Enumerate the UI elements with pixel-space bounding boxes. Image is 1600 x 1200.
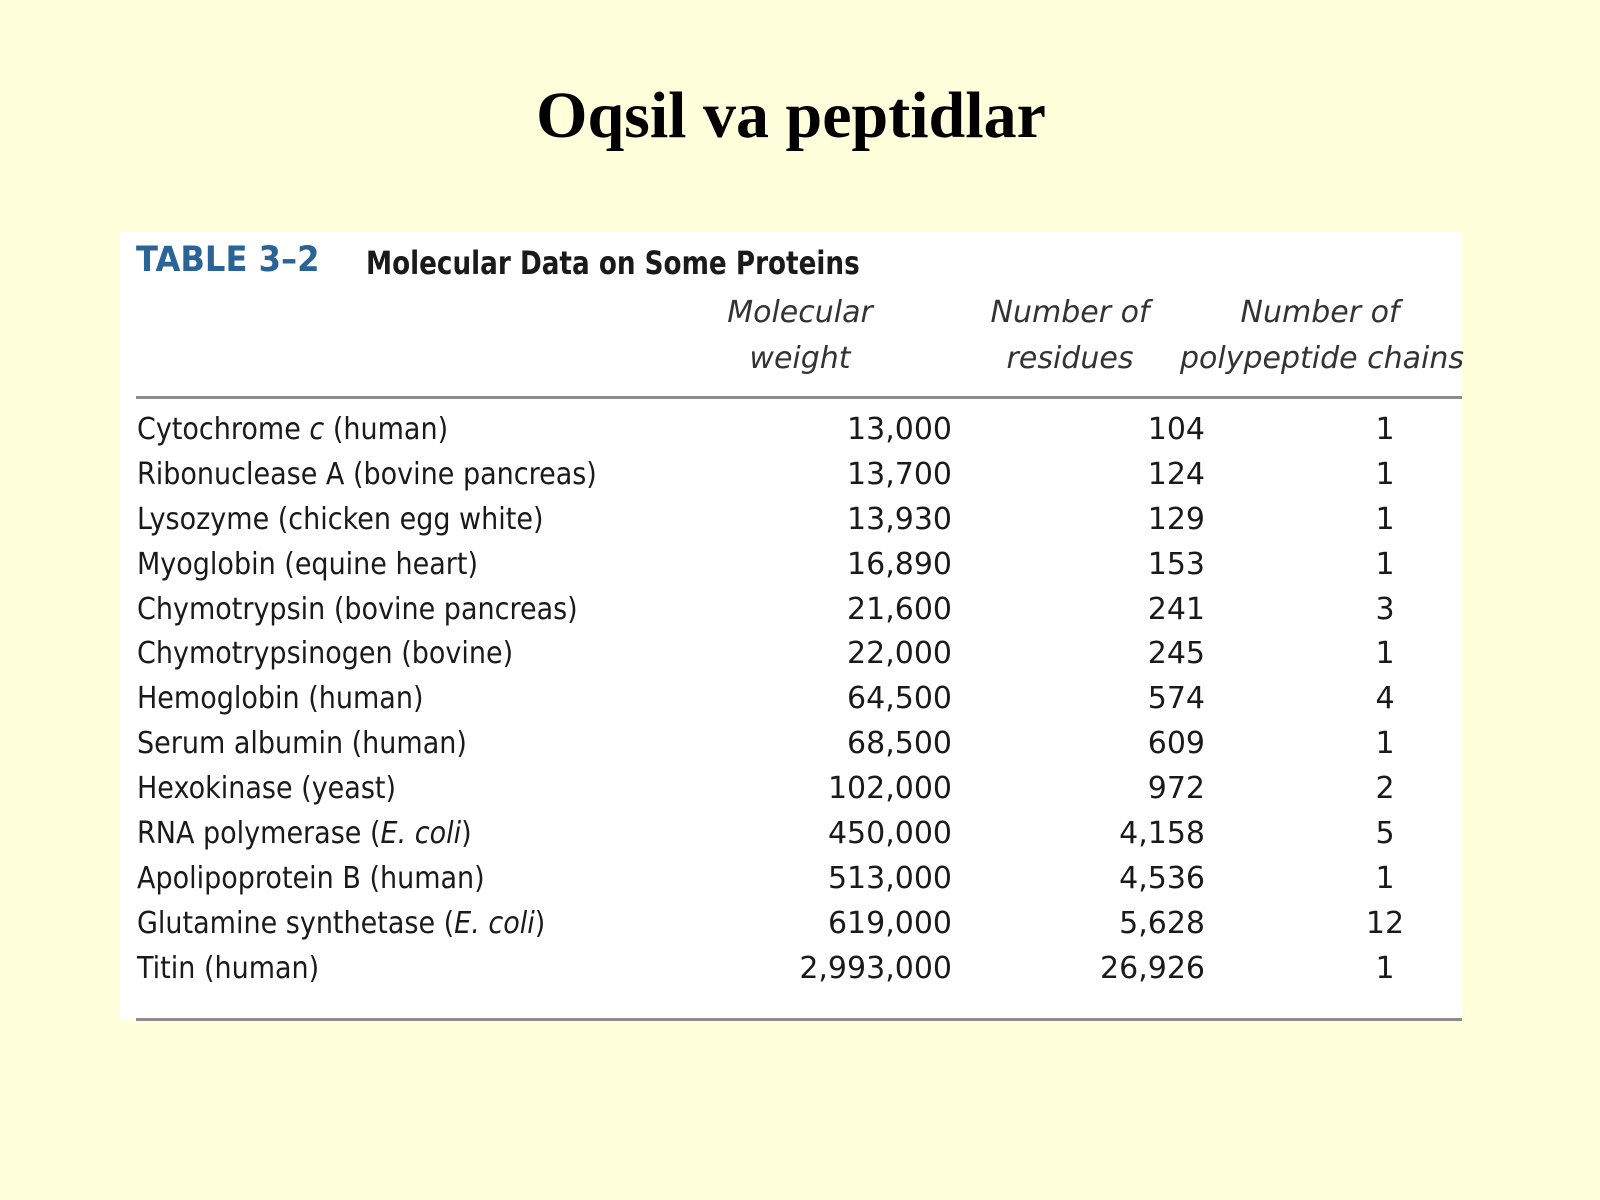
chains-cell: 1 — [1375, 546, 1395, 582]
molecular-weight-cell: 22,000 — [847, 636, 952, 672]
residues-cell: 609 — [1147, 726, 1205, 762]
protein-name-cell — [137, 767, 396, 811]
residues-cell: 4,536 — [1119, 860, 1205, 896]
protein-name-part: ) — [534, 905, 546, 941]
protein-name-cell — [137, 722, 467, 766]
chains-cell: 12 — [1365, 905, 1405, 941]
column-header-line: Number of — [990, 295, 1150, 330]
protein-name-cell — [137, 902, 545, 946]
protein-name-part: Glutamine synthetase ( — [137, 905, 455, 941]
protein-name-part: ) — [461, 816, 472, 852]
residues-cell: 129 — [1147, 501, 1205, 537]
molecular-weight-cell: 619,000 — [827, 905, 952, 941]
protein-name-part: Chymotrypsinogen (bovine) — [137, 636, 514, 672]
residues-cell: 4,158 — [1119, 816, 1205, 852]
protein-name-cell — [137, 453, 597, 497]
protein-name-cell — [137, 498, 543, 542]
chains-cell: 1 — [1375, 726, 1395, 762]
table-row — [120, 543, 1462, 588]
residues-cell: 26,926 — [1100, 950, 1205, 986]
chains-cell: 2 — [1375, 771, 1395, 807]
residues-cell: 574 — [1147, 681, 1205, 717]
table-label: TABLE 3–2 — [136, 240, 320, 280]
protein-name-cell — [137, 812, 472, 856]
table-row — [120, 902, 1462, 947]
molecular-weight-cell: 450,000 — [827, 816, 952, 852]
molecular-weight-cell: 13,000 — [847, 412, 952, 447]
protein-name-part: RNA polymerase ( — [137, 816, 381, 852]
table-row — [120, 453, 1462, 498]
table-row — [120, 498, 1462, 543]
chains-cell: 1 — [1375, 456, 1395, 492]
protein-name-part: Myoglobin (equine heart) — [137, 546, 478, 582]
table-row — [120, 722, 1462, 767]
slide-title: Oqsil va peptidlar — [536, 79, 1046, 152]
protein-name-cell — [137, 408, 448, 452]
protein-name-part: c — [309, 412, 325, 447]
protein-name-cell — [137, 857, 485, 901]
column-header-line: Number of — [1240, 295, 1400, 330]
column-header-residues — [940, 290, 1200, 382]
protein-name-part: E. coli — [380, 816, 462, 852]
chains-cell: 1 — [1375, 950, 1395, 986]
protein-name-cell — [137, 632, 513, 676]
chains-cell: 1 — [1375, 636, 1395, 672]
protein-name-part: Titin (human) — [137, 950, 320, 986]
molecular-weight-cell: 2,993,000 — [799, 950, 952, 986]
table-row — [120, 677, 1462, 722]
chains-cell: 1 — [1375, 860, 1395, 896]
residues-cell: 5,628 — [1119, 905, 1205, 941]
chains-cell: 1 — [1375, 412, 1395, 447]
residues-cell: 104 — [1147, 412, 1205, 447]
table-row — [120, 632, 1462, 677]
column-header-line: weight — [749, 341, 851, 376]
header-rule — [136, 396, 1462, 399]
table-caption — [136, 240, 860, 282]
residues-cell: 124 — [1147, 456, 1205, 492]
molecular-weight-cell: 16,890 — [847, 546, 952, 582]
molecular-weight-cell: 13,700 — [847, 456, 952, 492]
table-row — [120, 767, 1462, 812]
residues-cell: 153 — [1147, 546, 1205, 582]
protein-name-part: Hexokinase (yeast) — [137, 771, 397, 807]
protein-name-part: Apolipoprotein B (human) — [137, 860, 485, 896]
table-row — [120, 857, 1462, 902]
protein-table — [120, 232, 1465, 1020]
chains-cell: 3 — [1375, 591, 1395, 627]
molecular-weight-cell: 513,000 — [827, 860, 952, 896]
protein-name-cell — [137, 543, 478, 587]
protein-name-cell — [137, 588, 578, 632]
protein-name-part: (human) — [324, 412, 449, 447]
protein-name-part: Chymotrypsin (bovine pancreas) — [137, 591, 578, 627]
molecular-weight-cell: 13,930 — [847, 501, 952, 537]
column-header-line: Molecular — [727, 295, 873, 330]
column-header-chains — [1180, 290, 1465, 382]
chains-cell: 1 — [1375, 501, 1395, 537]
table-caption-text: Molecular Data on Some Proteins — [366, 244, 860, 282]
table-body — [120, 408, 1462, 992]
protein-name-part: E. coli — [454, 905, 535, 941]
protein-name-part: Lysozyme (chicken egg white) — [137, 501, 544, 537]
protein-name-part: Cytochrome — [137, 412, 310, 447]
protein-name-cell — [137, 677, 423, 721]
chains-cell: 5 — [1375, 816, 1395, 852]
residues-cell: 241 — [1147, 591, 1205, 627]
footer-rule — [136, 1018, 1462, 1021]
residues-cell: 245 — [1147, 636, 1205, 672]
protein-name-part: Serum albumin (human) — [137, 726, 467, 762]
molecular-weight-cell: 21,600 — [847, 591, 952, 627]
molecular-weight-cell: 64,500 — [847, 681, 952, 717]
molecular-weight-cell: 68,500 — [847, 726, 952, 762]
table-row — [120, 947, 1462, 992]
protein-name-cell — [137, 947, 319, 991]
table-row — [120, 408, 1462, 453]
column-header-molecular-weight — [680, 290, 920, 382]
column-header-line: residues — [1006, 341, 1134, 376]
residues-cell: 972 — [1147, 771, 1205, 807]
molecular-weight-cell: 102,000 — [827, 771, 952, 807]
chains-cell: 4 — [1375, 681, 1395, 717]
protein-name-part: Hemoglobin (human) — [137, 681, 424, 717]
table-row — [120, 588, 1462, 633]
column-header-line: polypeptide chains — [1180, 341, 1465, 376]
protein-name-part: Ribonuclease A (bovine pancreas) — [137, 456, 597, 492]
table-row — [120, 812, 1462, 857]
